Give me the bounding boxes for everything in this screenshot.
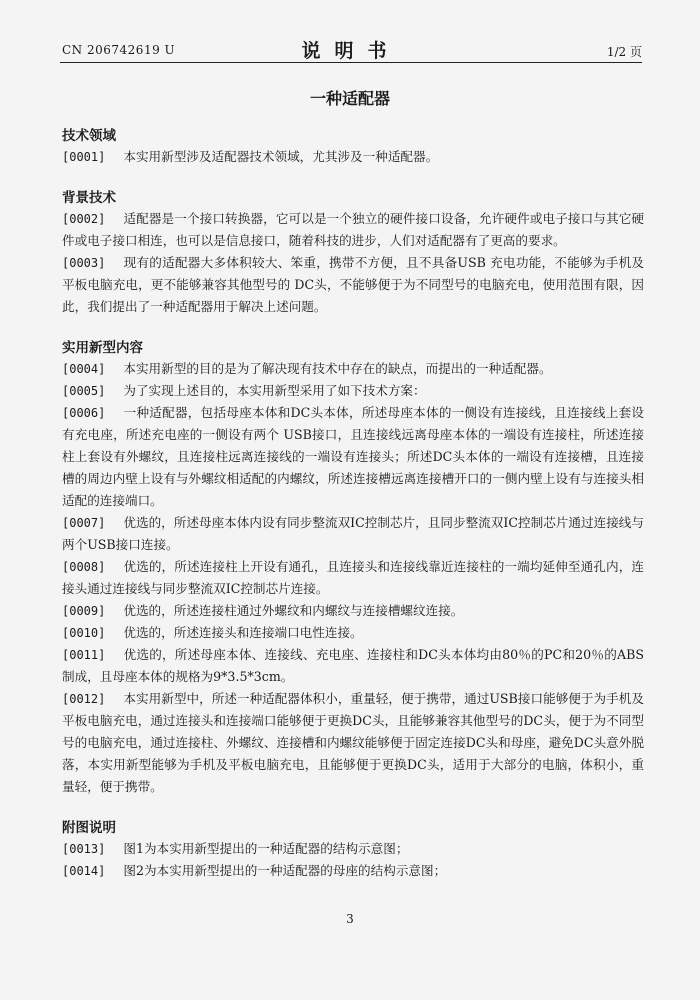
paragraph-number: [0008] <box>62 560 106 574</box>
paragraph <box>62 402 644 512</box>
paragraph-number: [0005] <box>62 384 106 398</box>
paragraph <box>62 860 644 882</box>
page-title: 一种适配器 <box>309 89 390 108</box>
paragraph-text: 图2为本实用新型提出的一种适配器的母座的结构示意图； <box>123 863 447 878</box>
paragraph-number: [0012] <box>62 692 106 706</box>
paragraph-number: [0009] <box>62 604 106 618</box>
paragraph-text: 现有的适配器大多体积较大、笨重，携带不方便，且不具备USB 充电功能，不能够为手机及平板电脑充电，更不能够兼容其他型号的 DC头，不能够便于为不同型号的电脑充电，使用范围有限，因此，我们提出了一种适配器用于解决上述问题。 <box>62 255 644 314</box>
paragraph-number: [0010] <box>62 626 106 640</box>
paragraph-text: 优选的，所述连接柱上开设有通孔，且连接头和连接线靠近连接柱的一端均延伸至通孔内，连接头通过连接线与同步整流双IC控制芯片连接。 <box>62 559 644 596</box>
paragraph-number: [0001] <box>62 150 106 164</box>
paragraph <box>62 644 644 688</box>
paragraph <box>62 208 644 252</box>
page-count: 1/2 页 <box>606 45 642 59</box>
paragraph-text: 优选的，所述母座本体、连接线、充电座、连接柱和DC头本体均由80％的PC和20％的ABS制成，且母座本体的规格为9*3.5*3cm。 <box>62 647 644 684</box>
paragraph-text: 适配器是一个接口转换器，它可以是一个独立的硬件接口设备，允许硬件或电子接口与其它硬件或电子接口相连，也可以是信息接口，随着科技的进步，人们对适配器有了更高的要求。 <box>62 211 644 248</box>
paragraph-text: 优选的，所述连接柱通过外螺纹和内螺纹与连接槽螺纹连接。 <box>123 603 464 618</box>
paragraph <box>62 688 644 798</box>
section-heading-technical-field: 技术领域 <box>62 128 116 144</box>
paragraph <box>62 358 644 380</box>
paragraph-number: [0007] <box>62 516 106 530</box>
paragraph <box>62 380 644 402</box>
paragraph-number: [0011] <box>62 648 106 662</box>
paragraph <box>62 512 644 556</box>
document-body <box>62 126 644 882</box>
paragraph-number: [0014] <box>62 864 106 878</box>
paragraph-number: [0004] <box>62 362 106 376</box>
document-type: 说明书 <box>301 40 401 62</box>
section-heading-drawings: 附图说明 <box>62 820 116 836</box>
paragraph-text: 本实用新型中，所述一种适配器体积小，重量轻，便于携带，通过USB接口能够便于为手机及平板电脑充电，通过连接头和连接端口能够便于更换DC头，且能够兼容其他型号的DC头，便于为不同型号的电脑充电，通过连接柱、外螺纹、连接槽和内螺纹能够便于固定连接DC头和母座，避免DC头意外脱落，本实用新型能够为手机及平板电脑充电，且能够便于更换DC头，适用于大部分的电脑，体积小，重量轻，便于携带。 <box>62 691 644 794</box>
paragraph-text: 为了实现上述目的，本实用新型采用了如下技术方案： <box>123 383 426 398</box>
page-header <box>60 36 642 63</box>
paragraph-text: 一种适配器，包括母座本体和DC头本体，所述母座本体的一侧设有连接线，且连接线上套设有充电座，所述充电座的一侧设有两个 USB接口，且连接线远离母座本体的一端设有连接柱，所述连接柱上套设有外螺纹，且连接柱远离连接线的一端设有连接头；所述DC头本体的一端设有连接槽，且连接槽的周边内壁上设有与外螺纹相适配的内螺纹，所述连接槽远离连接槽开口的一侧内壁上设有与连接头相适配的连接端口。 <box>62 405 644 508</box>
paragraph-number: [0003] <box>62 256 106 270</box>
paragraph <box>62 556 644 600</box>
section-heading-background: 背景技术 <box>62 190 116 206</box>
section-heading-utility-model-content: 实用新型内容 <box>62 340 143 356</box>
paragraph <box>62 622 644 644</box>
publication-number: CN 206742619 U <box>62 43 176 57</box>
paragraph <box>62 838 644 860</box>
page-number: 3 <box>346 912 354 926</box>
paragraph <box>62 600 644 622</box>
paragraph <box>62 252 644 318</box>
paragraph-text: 本实用新型的目的是为了解决现有技术中存在的缺点，而提出的一种适配器。 <box>123 361 552 376</box>
paragraph-text: 优选的，所述连接头和连接端口电性连接。 <box>123 625 363 640</box>
paragraph-text: 图1为本实用新型提出的一种适配器的结构示意图； <box>123 841 409 856</box>
paragraph-number: [0002] <box>62 212 106 226</box>
paragraph-number: [0013] <box>62 842 106 856</box>
paragraph-text: 优选的，所述母座本体内设有同步整流双IC控制芯片，且同步整流双IC控制芯片通过连接线与两个USB接口连接。 <box>62 515 644 552</box>
paragraph-number: [0006] <box>62 406 106 420</box>
paragraph-text: 本实用新型涉及适配器技术领域，尤其涉及一种适配器。 <box>123 149 439 164</box>
paragraph <box>62 146 644 168</box>
